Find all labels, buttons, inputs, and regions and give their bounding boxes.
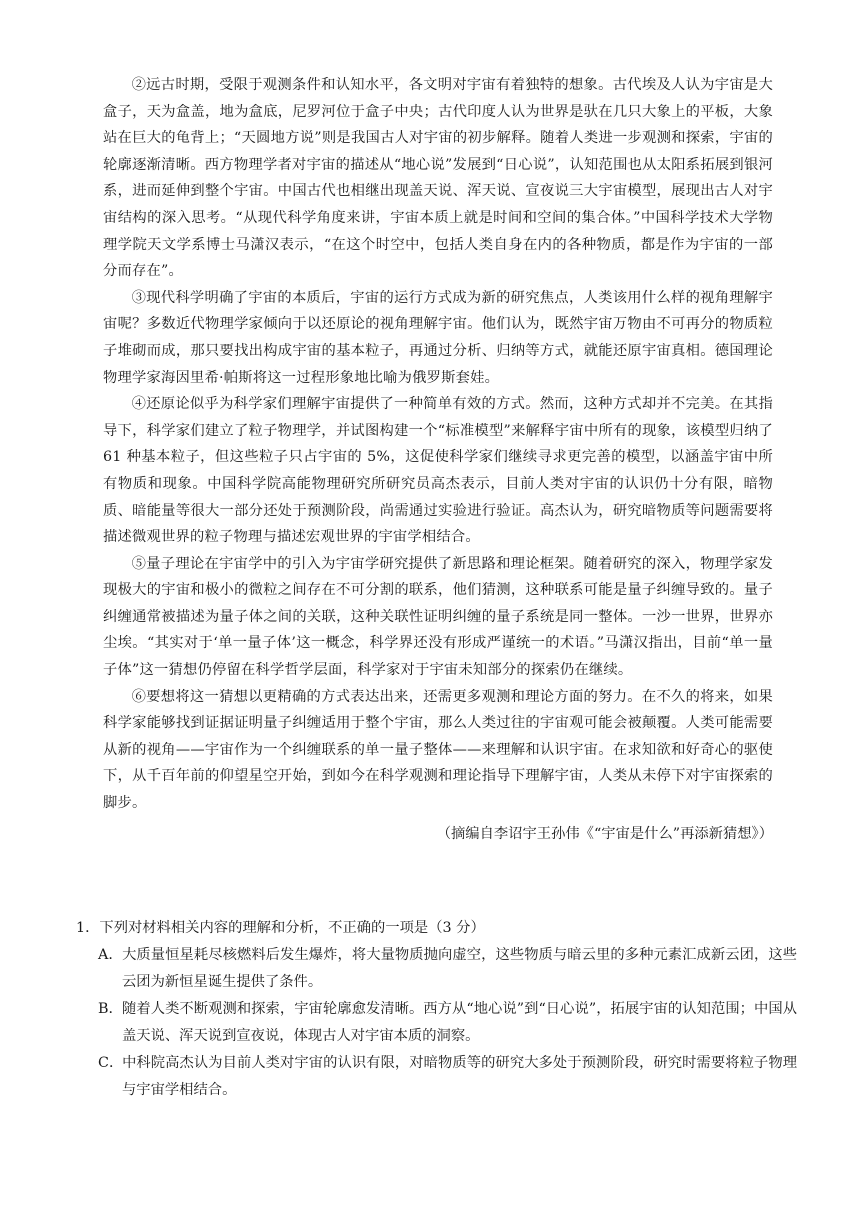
paragraph-6: ⑥要想将这一猜想以更精确的方式表达出来，还需更多观测和理论方面的努力。在不久的将来，如果科学家能够找到证据证明量子纠缠适用于整个宇宙，那么人类过往的宇宙观可能会被颠覆。人类可能需要从新的视角——宇宙作为一个纠缠联系的单一量子整体——来理解和认识宇宙。在求知欲和好奇心的驱使下，从千百年前的仰望星空开始，到如今在科学观测和理论指导下理解宇宙，人类从未停下对宇宙探索的脚步。 <box>103 688 773 812</box>
source-citation: （摘编自李诏宇王孙伟《“宇宙是什么”再添新猜想》） <box>436 825 773 842</box>
paragraph-4: ④还原论似乎为科学家们理解宇宙提供了一种简单有效的方式。然而，这种方式却并不完美。在其指导下，科学家们建立了粒子物理学，并试图构建一个“标准模型”来解释宇宙中所有的现象，该模型归纳了 61 种基本粒子，但这些粒子只占宇宙的 5%，这促使科学家们继续寻求更完善的模型，以涵盖宇宙中所有物质和现象。中国科学院高能物理研究所研究员高杰表示，目前人类对宇宙的认识仍十分有限，暗物质、暗能量等很大一部分还处于预测阶段，尚需通过实验进行验证。高杰认为，研究暗物质等问题需要将描述微观世界的粒子物理与描述宏观世界的宇宙学相结合。 <box>103 396 773 546</box>
option-letter: C． <box>98 1055 124 1071</box>
option-letter: B． <box>98 1001 123 1017</box>
reading-passage <box>103 72 773 847</box>
paragraph-3: ③现代科学明确了宇宙的本质后，宇宙的运行方式成为新的研究焦点，人类该用什么样的视角理解宇宙呢？多数近代物理学家倾向于以还原论的视角理解宇宙。他们认为，既然宇宙万物由不可再分的物质粒子堆砌而成，那只要找出构成宇宙的基本粒子，再通过分析、归纳等方式，就能还原宇宙真相。德国理论物理学家海因里希·帕斯将这一过程形象地比喻为俄罗斯套娃。 <box>103 289 773 386</box>
option-text: 随着人类不断观测和探索，宇宙轮廓愈发清晰。西方从“地心说”到“日心说”，拓展宇宙的认知范围；中国从盖天说、浑天说到宣夜说，体现古人对宇宙本质的洞察。 <box>122 1001 797 1044</box>
question-stem: 1．下列对材料相关内容的理解和分析，不正确的一项是（3 分） <box>76 920 485 936</box>
paragraph-5: ⑤量子理论在宇宙学中的引入为宇宙学研究提供了新思路和理论框架。随着研究的深入，物理学家发现极大的宇宙和极小的微粒之间存在不可分割的联系，他们猜测，这种联系可能是量子纠缠导致的。量子纠缠通常被描述为量子体之间的关联，这种关联性证明纠缠的量子系统是同一整体。一沙一世界，世界亦尘埃。“其实对于‘单一量子体’这一概念，科学界还没有形成严谨统一的术语。”马潇汉指出，目前“单一量子体”这一猜想仍停留在科学哲学层面，科学家对于宇宙未知部分的探索仍在继续。 <box>103 555 773 679</box>
option-letter: A． <box>98 947 123 963</box>
option-a <box>98 942 797 996</box>
option-b <box>98 996 797 1050</box>
option-c <box>98 1050 797 1104</box>
paragraph-2: ②远古时期，受限于观测条件和认知水平，各文明对宇宙有着独特的想象。古代埃及人认为宇宙是大盒子，天为盒盖，地为盒底，尼罗河位于盒子中央；古代印度人认为世界是驮在几只大象上的平板，大象站在巨大的龟背上；“天圆地方说”则是我国古人对宇宙的初步解释。随着人类进一步观测和探索，宇宙的轮廓逐渐清晰。西方物理学者对宇宙的描述从“地心说”发展到“日心说”，认知范围也从太阳系拓展到银河系，进而延伸到整个宇宙。中国古代也相继出现盖天说、浑天说、宣夜说三大宇宙模型，展现出古人对宇宙结构的深入思考。“从现代科学角度来讲，宇宙本质上就是时间和空间的集合体。”中国科学技术大学物理学院天文学系博士马潇汉表示，“在这个时空中，包括人类自身在内的各种物质，都是作为宇宙的一部分而存在”。 <box>103 77 773 280</box>
option-text: 中科院高杰认为目前人类对宇宙的认识有限，对暗物质等的研究大多处于预测阶段，研究时需要将粒子物理与宇宙学相结合。 <box>122 1055 797 1098</box>
option-text: 大质量恒星耗尽核燃料后发生爆炸，将大量物质抛向虚空，这些物质与暗云里的多种元素汇成新云团，这些云团为新恒星诞生提供了条件。 <box>122 947 797 990</box>
question-block <box>76 915 797 1104</box>
